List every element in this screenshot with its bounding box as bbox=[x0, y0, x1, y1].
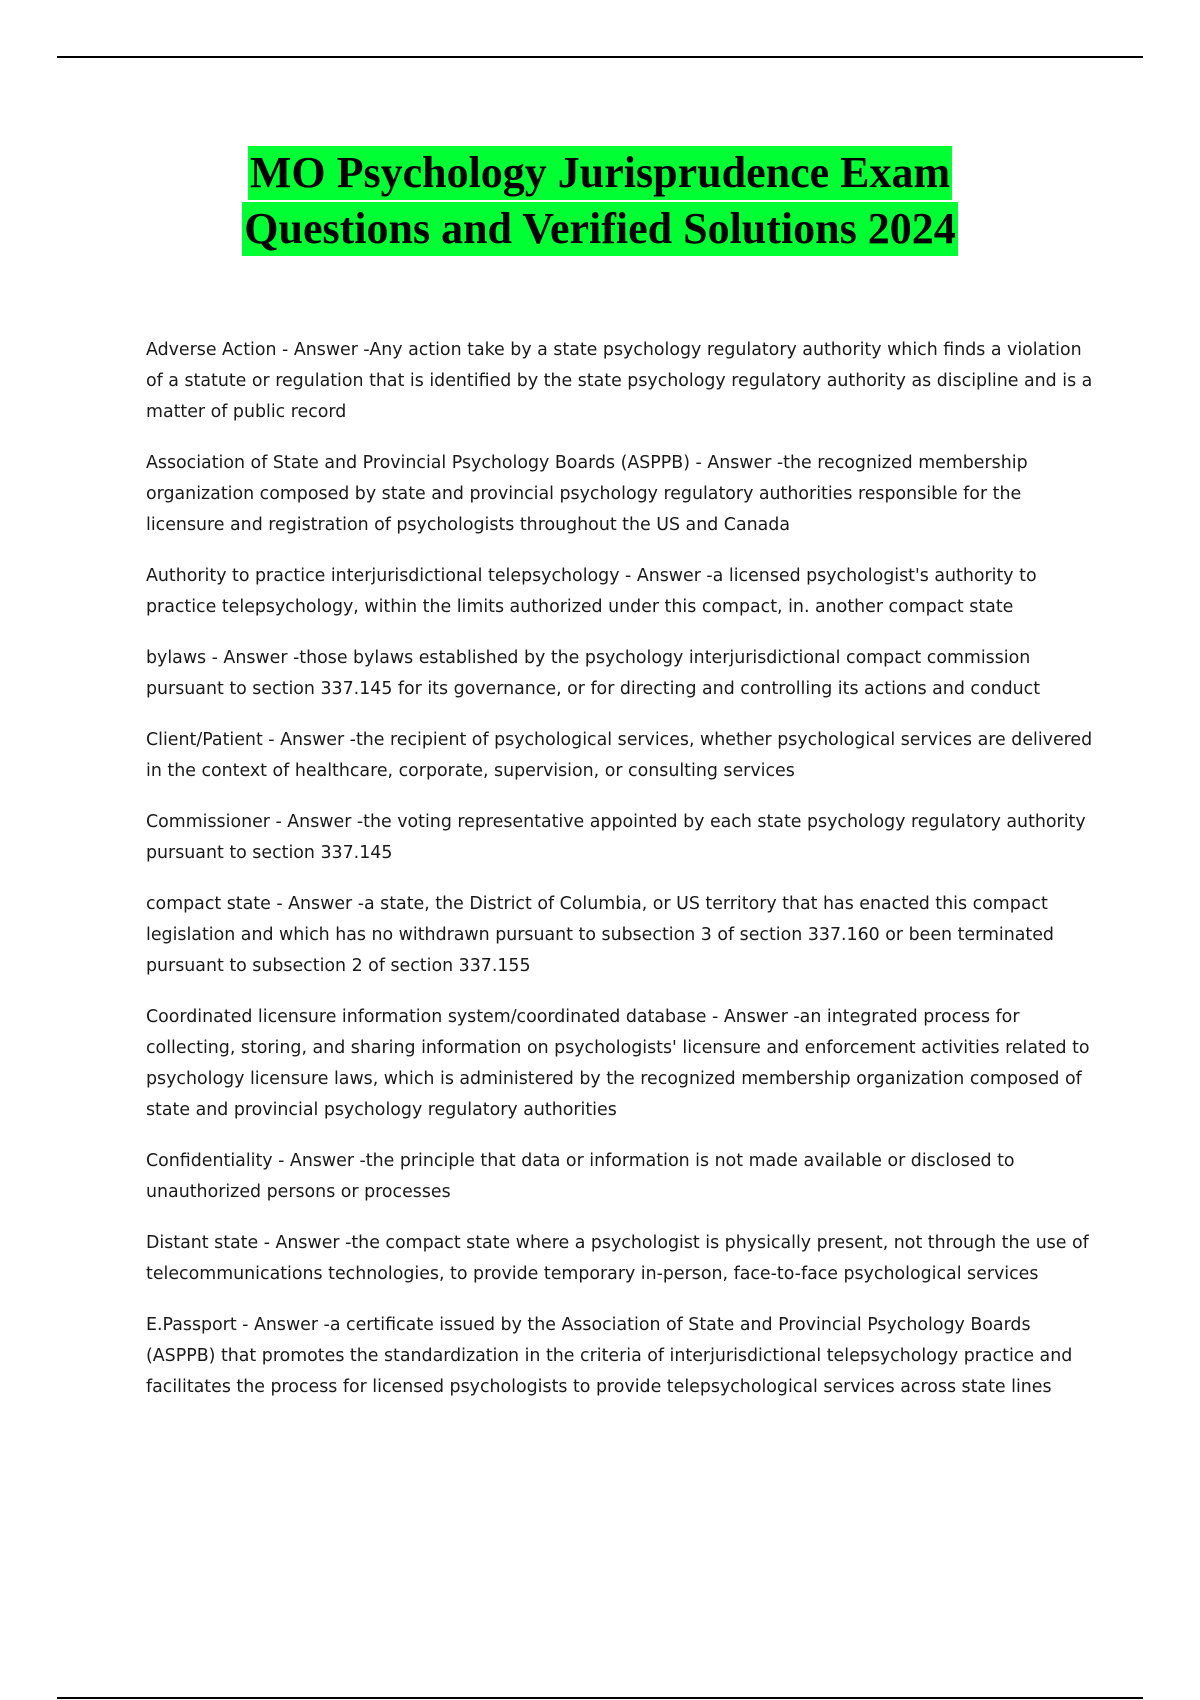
definition-entry-client-patient: Client/Patient - Answer -the recipient of psychological services, whether psychological services are delivered in the context of healthcare, corporate, supervision, or consulting services bbox=[146, 730, 1093, 781]
definition-entry-distant-state: Distant state - Answer -the compact state where a psychologist is physically present, not through the use of telecommunications technologies, to provide temporary in-person, face-to-face psychological services bbox=[146, 1233, 1089, 1284]
definition-entry-confidentiality: Confidentiality - Answer -the principle that data or information is not made available or disclosed to unauthorized persons or processes bbox=[146, 1151, 1015, 1202]
definition-entry-compact-state: compact state - Answer -a state, the District of Columbia, or US territory that has enacted this compact legislation and which has no withdrawn pursuant to subsection 3 of section 337.160 or been terminated pursuant to subsection 2 of section 337.155 bbox=[146, 894, 1054, 976]
header-rule bbox=[57, 56, 1143, 58]
definition-entry-commissioner: Commissioner - Answer -the voting representative appointed by each state psychology regulatory authority pursuant to section 337.145 bbox=[146, 812, 1086, 863]
definition-entry-adverse-action: Adverse Action - Answer -Any action take by a state psychology regulatory authority which finds a violation of a statute or regulation that is identified by the state psychology regulatory authority as discipline and is a matter of public record bbox=[146, 340, 1093, 422]
definition-entry-authority-to-practice: Authority to practice interjurisdictional telepsychology - Answer -a licensed psychologist's authority to practice telepsychology, within the limits authorized under this compact, in. another compact state bbox=[146, 566, 1037, 617]
definition-entry-asppb: Association of State and Provincial Psychology Boards (ASPPB) - Answer -the recognized membership organization composed by state and provincial psychology regulatory authorities responsible for the licensure and registration of psychologists throughout the US and Canada bbox=[146, 453, 1028, 535]
definition-list bbox=[146, 335, 1096, 1423]
footer-rule bbox=[57, 1697, 1143, 1699]
document-title bbox=[0, 146, 1200, 256]
title-line-2: Questions and Verified Solutions 2024 bbox=[242, 202, 958, 256]
definition-entry-coordinated-database: Coordinated licensure information system/coordinated database - Answer -an integrated process for collecting, storing, and sharing information on psychologists' licensure and enforcement activities related to psychology licensure laws, which is administered by the recognized membership organization composed of state and provincial psychology regulatory authorities bbox=[146, 1007, 1090, 1120]
definition-entry-bylaws: bylaws - Answer -those bylaws established by the psychology interjurisdictional compact commission pursuant to section 337.145 for its governance, or for directing and controlling its actions and conduct bbox=[146, 648, 1041, 699]
title-line-1: MO Psychology Jurisprudence Exam bbox=[248, 146, 952, 200]
definition-entry-e-passport: E.Passport - Answer -a certificate issued by the Association of State and Provincial Psychology Boards (ASPPB) that promotes the standardization in the criteria of interjurisdictional telepsychology practice and facilitates the process for licensed psychologists to provide telepsychological services across state lines bbox=[146, 1315, 1073, 1397]
